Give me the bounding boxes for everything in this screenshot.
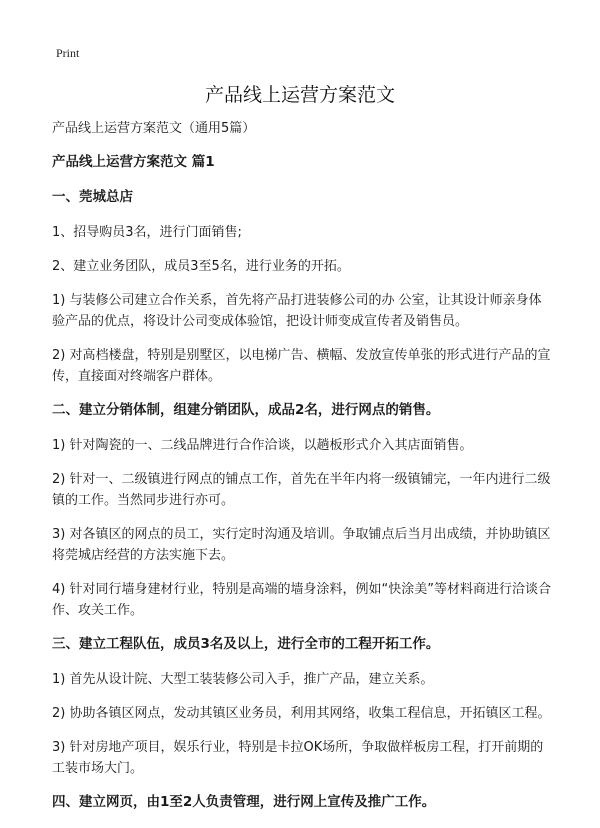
page-title: 产品线上运营方案范文 bbox=[204, 84, 395, 106]
paragraph: 2) 针对一、二级镇进行网点的铺点工作，首先在半年内将一级镇铺完，一年内进行二级镇的工作。当然同步进行亦可。 bbox=[52, 472, 551, 508]
paragraph: 2) 对高档楼盘，特别是别墅区，以电梯广告、横幅、发放宣传单张的形式进行产品的宣传，直接面对终端客户群体。 bbox=[52, 348, 551, 384]
paragraph: 2) 协助各镇区网点，发动其镇区业务员，利用其网络，收集工程信息，开拓镇区工程。 bbox=[52, 706, 551, 721]
document-body bbox=[52, 118, 552, 813]
print-link[interactable]: Print bbox=[56, 46, 80, 60]
paragraph: 1、招导购员3名，进行门面销售; bbox=[52, 225, 242, 240]
section-heading-4: 四、建立网页，由1至2人负责管理，进行网上宣传及推广工作。 bbox=[52, 794, 436, 810]
article-heading: 产品线上运营方案范文 篇1 bbox=[52, 154, 215, 170]
section-heading-2: 二、建立分销体制，组建分销团队，成品2名，进行网点的销售。 bbox=[52, 402, 440, 418]
paragraph: 1) 针对陶瓷的一、二线品牌进行合作洽谈，以趟板形式介入其店面销售。 bbox=[52, 438, 473, 453]
paragraph: 1) 与装修公司建立合作关系，首先将产品打进装修公司的办 公室，让其设计师亲身体验产品的优点，将设计公司变成体验馆，把设计师变成宣传者及销售员。 bbox=[52, 293, 542, 329]
paragraph: 2、建立业务团队，成员3至5名，进行业务的开拓。 bbox=[52, 259, 350, 274]
section-heading-1: 一、莞城总店 bbox=[52, 189, 133, 205]
paragraph: 3) 针对房地产项目，娱乐行业，特别是卡拉OK场所，争取做样板房工程，打开前期的工装市场大门。 bbox=[52, 740, 544, 776]
document-subtitle: 产品线上运营方案范文（通用5篇） bbox=[52, 121, 256, 136]
paragraph: 4) 针对同行墙身建材行业，特别是高端的墙身涂料，例如“快涂美”等材料商进行洽谈合作、攻关工作。 bbox=[52, 582, 551, 618]
paragraph: 1) 首先从设计院、大型工装装修公司入手，推广产品，建立关系。 bbox=[52, 672, 434, 687]
section-heading-3: 三、建立工程队伍，成员3名及以上，进行全市的工程开拓工作。 bbox=[52, 636, 440, 652]
paragraph: 3) 对各镇区的网点的员工，实行定时沟通及培训。争取铺点后当月出成绩，并协助镇区将莞城店经营的方法实施下去。 bbox=[52, 527, 551, 563]
